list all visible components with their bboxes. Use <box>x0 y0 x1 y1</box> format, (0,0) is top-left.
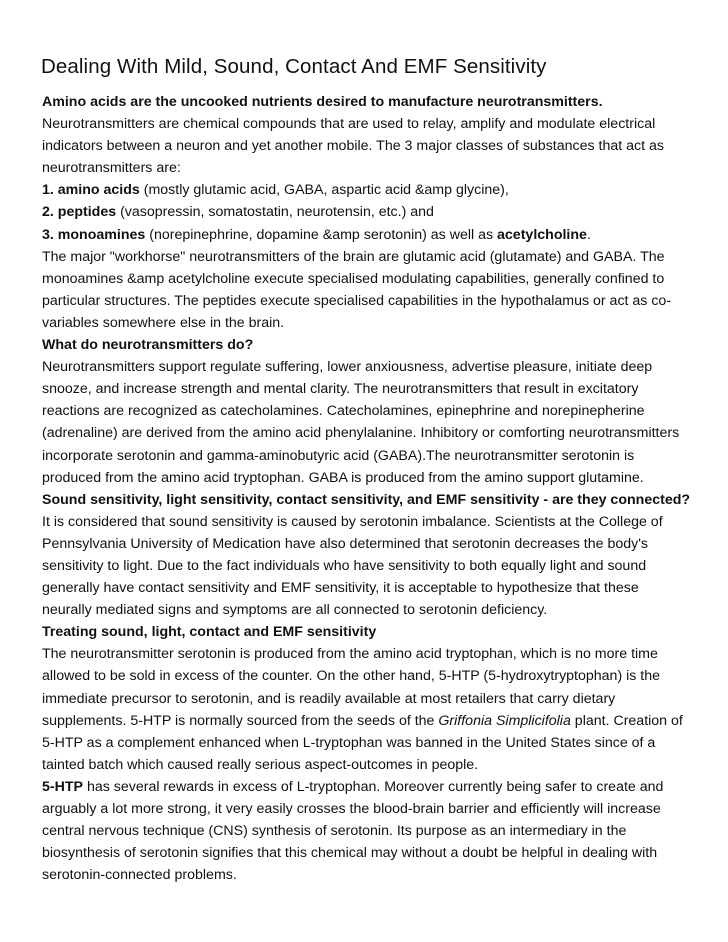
class-item-amino-acids: 1. amino acids (mostly glutamic acid, GABA, aspartic acid &amp glycine), <box>42 182 509 199</box>
page-title: Dealing With Mild, Sound, Contact And EMF Sensitivity <box>41 54 547 78</box>
intro-paragraph: Neurotransmitters are chemical compounds that are used to relay, amplify and modulate electrical indicators between a neuron and yet another mobile. The 3 major classes of substances that act as neurotransmitters are: <box>42 116 664 177</box>
section-heading-treating: Treating sound, light, contact and EMF sensitivity <box>42 624 377 641</box>
section-paragraph-treating: The neurotransmitter serotonin is produced from the amino acid tryptophan, which is no more time allowed to be sold in excess of the counter. On the other hand, 5-HTP (5-hydroxytryptophan) is the immediate precursor to serotonin, and is readily available at most retailers that carry dietary supplements. 5-HTP is normally sourced from the seeds of the Griffonia Simplicifolia plant. Creation of 5-HTP as a complement enhanced when L-tryptophan was banned in the United States since of a tainted batch which caused really serious aspect-outcomes in people. <box>42 646 683 773</box>
section-paragraph-5htp: 5-HTP has several rewards in excess of L-tryptophan. Moreover currently being safer to create and arguably a lot more strong, it very easily crosses the blood-brain barrier and efficiently will increase central nervous technique (CNS) synthesis of serotonin. Its purpose as an intermediary in the biosynthesis of serotonin signifies that this chemical may without a doubt be helpful in dealing with serotonin-connected problems. <box>42 778 664 884</box>
section-paragraph-connected: It is considered that sound sensitivity is caused by serotonin imbalance. Scientists at the College of Pennsylvania University of Medication have also determined that serotonin decreases the body's sensitivity to light. Due to the fact individuals who have sensitivity to both equally light and sound generally have contact sensitivity and EMF sensitivity, it is acceptable to hypothesize that these neurally mediated signs and symptoms are all connected to serotonin deficiency. <box>42 513 663 619</box>
plant-name: Griffonia Simplicifolia <box>438 712 571 729</box>
intro-heading: Amino acids are the uncooked nutrients desired to manufacture neurotransmitters. <box>42 94 603 110</box>
document-body <box>42 91 692 886</box>
section-heading-what-do: What do neurotransmitters do? <box>42 337 254 354</box>
workhorse-paragraph: The major "workhorse" neurotransmitters of the brain are glutamic acid (glutamate) and GABA. The monoamines &amp acetylcholine execute specialised modulating capabilities, generally confined to particular structures. The peptides execute specialised capabilities in the hypothalamus or act as co-variables somewhere else in the brain. <box>42 248 672 331</box>
class-item-monoamines: 3. monoamines (norepinephrine, dopamine &amp serotonin) as well as acetylcholine. <box>42 226 591 243</box>
section-heading-connected: Sound sensitivity, light sensitivity, contact sensitivity, and EMF sensitivity - are they connected? <box>42 491 691 508</box>
class-item-peptides: 2. peptides (vasopressin, somatostatin, neurotensin, etc.) and <box>42 204 434 221</box>
section-paragraph-what-do: Neurotransmitters support regulate suffering, lower anxiousness, advertise pleasure, initiate deep snooze, and increase strength and mental clarity. The neurotransmitters that result in excitatory reactions are recognized as catecholamines. Catecholamines, epinephrine and norepinepherine (adrenaline) are derived from the amino acid phenylalanine. Inhibitory or comforting neurotransmitters incorporate serotonin and gamma-aminobutyric acid (GABA).The neurotransmitter serotonin is produced from the amino acid tryptophan. GABA is produced from the amino support glutamine. <box>42 359 680 486</box>
